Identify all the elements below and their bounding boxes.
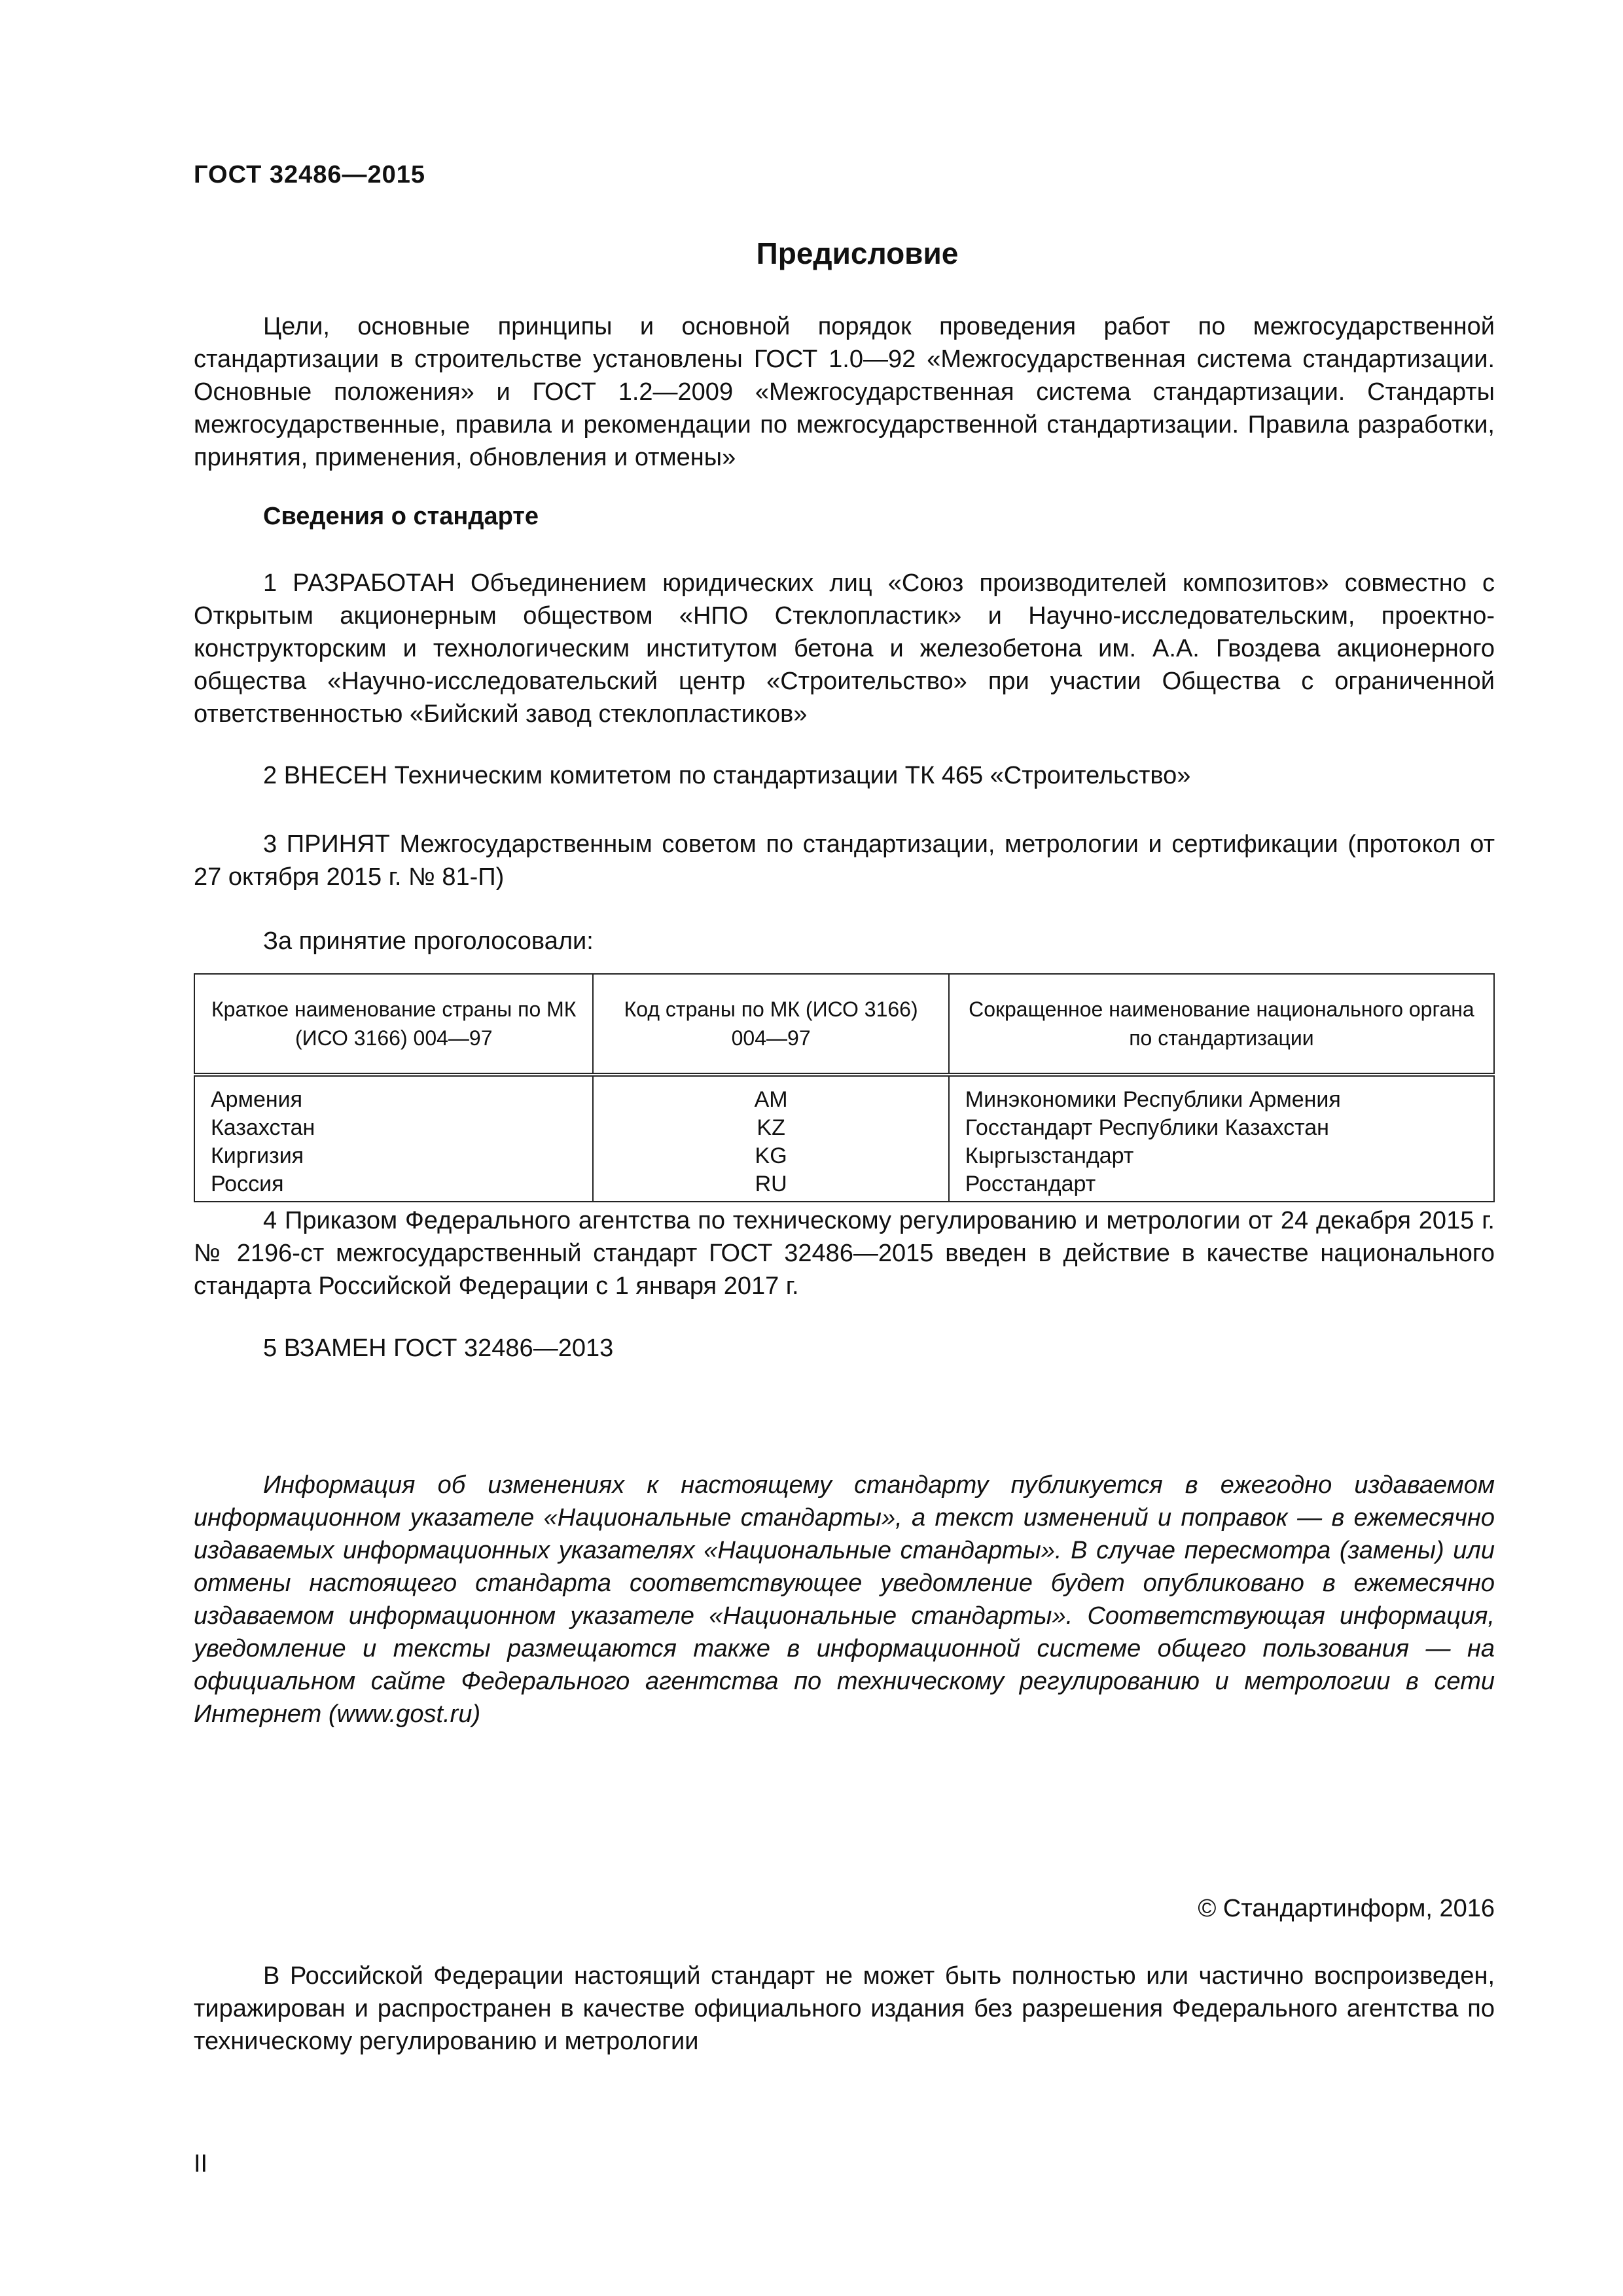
country-code: RU	[593, 1170, 948, 1202]
country-name: Киргизия	[194, 1142, 593, 1170]
table-row	[194, 1075, 1494, 1114]
country-name: Казахстан	[194, 1114, 593, 1142]
page-number: II	[194, 2150, 208, 2178]
national-body: Минэкономики Республики Армения	[949, 1075, 1494, 1114]
country-code: KG	[593, 1142, 948, 1170]
item-3-block	[194, 828, 1495, 893]
intro-paragraph: Цели, основные принципы и основной порядок проведения работ по межгосударственной стандартизации в строительстве установлены ГОСТ 1.0—92 «Межгосударственная система стандартизации. Основные положения» и ГОСТ 1.2—2009 «Межгосударственная система стандартизации. Стандарты межгосударственные, правила и рекомендации по межгосударственной стандартизации. Правила разработки, принятия, применения, обновления и отмены»	[194, 313, 1495, 471]
rights-block	[194, 1960, 1495, 2058]
vote-table	[194, 973, 1495, 1202]
table-header-row	[194, 974, 1494, 1075]
country-code: AM	[593, 1075, 948, 1114]
notice-paragraph: Информация об изменениях к настоящему стандарту публикуется в ежегодно издаваемом информационном указателе «Национальные стандарты», а текст изменений и поправок — в ежемесячно издаваемых информационных указателях «Национальные стандарты». В случае пересмотра (замены) или отмены настоящего стандарта соответствующее уведомление будет опубликовано в ежемесячно издаваемом информационном указателе «Национальные стандарты». Соответствующая информация, уведомление и тексты размещаются также в информационной системе общего пользования — на официальном сайте Федерального агентства по техническому регулированию и метрологии в сети Интернет (www.gost.ru)	[194, 1471, 1495, 1728]
country-code: KZ	[593, 1114, 948, 1142]
table-row	[194, 1142, 1494, 1170]
document-header: ГОСТ 32486—2015	[194, 161, 426, 188]
item-2-block	[194, 759, 1495, 792]
country-name: Россия	[194, 1170, 593, 1202]
header-national-body: Сокращенное наименование национального органа по стандартизации	[949, 974, 1494, 1075]
page-title: Предисловие	[756, 236, 959, 270]
item-1-paragraph: 1 РАЗРАБОТАН Объединением юридических лиц «Союз производителей композитов» совместно с Открытым акционерным обществом «НПО Стеклопластик» и Научно-исследовательским, проектно-конструкторским и технологическим институтом бетона и железобетона им. А.А. Гвоздева акционерного общества «Научно-исследовательский центр «Строительство» при участии Общества с ограниченной ответственностью «Бийский завод стеклопластиков»	[194, 569, 1495, 728]
item-2-paragraph: 2 ВНЕСЕН Техническим комитетом по стандартизации ТК 465 «Строительство»	[263, 762, 1191, 789]
country-name: Армения	[194, 1075, 593, 1114]
table-row	[194, 1170, 1494, 1202]
item-5-paragraph: 5 ВЗАМЕН ГОСТ 32486—2013	[263, 1335, 614, 1362]
intro-block	[194, 310, 1495, 474]
copyright: © Стандартинформ, 2016	[1198, 1895, 1495, 1922]
item-4-paragraph: 4 Приказом Федерального агентства по техническому регулированию и метрологии от 24 декабря 2015 г. № 2196-ст межгосударственный стандарт ГОСТ 32486—2015 введен в действие в качестве национального стандарта Российской Федерации с 1 января 2017 г.	[194, 1207, 1495, 1300]
item-4-block	[194, 1204, 1495, 1302]
header-country-code: Код страны по МК (ИСО 3166) 004—97	[593, 974, 948, 1075]
table-row	[194, 1114, 1494, 1142]
header-country-name: Краткое наименование страны по МК (ИСО 3166) 004—97	[194, 974, 593, 1075]
item-3-paragraph: 3 ПРИНЯТ Межгосударственным советом по стандартизации, метрологии и сертификации (протокол от 27 октября 2015 г. № 81-П)	[194, 831, 1495, 891]
rights-paragraph: В Российской Федерации настоящий стандарт не может быть полностью или частично воспроизведен, тиражирован и распространен в качестве официального издания без разрешения Федерального агентства по техническому регулированию и метрологии	[194, 1962, 1495, 2055]
vote-label: За принятие проголосовали:	[263, 927, 594, 955]
item-1-block	[194, 567, 1495, 730]
national-body: Госстандарт Республики Казахстан	[949, 1114, 1494, 1142]
item-5-block	[194, 1332, 1495, 1365]
notice-block	[194, 1469, 1495, 1731]
national-body: Росстандарт	[949, 1170, 1494, 1202]
info-heading: Сведения о стандарте	[263, 503, 539, 530]
national-body: Кыргызстандарт	[949, 1142, 1494, 1170]
